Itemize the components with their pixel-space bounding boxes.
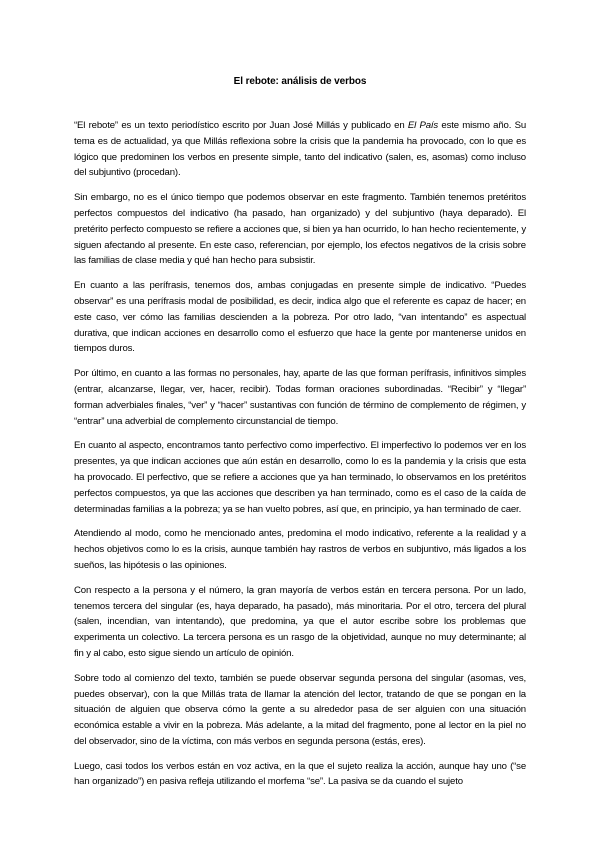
paragraph-intro	[74, 118, 526, 181]
document-title: El rebote: análisis de verbos	[233, 76, 367, 87]
paragraph-segunda-persona: Sobre todo al comienzo del texto, también se puede observar segunda persona del singular (asomas, ves, puedes observar), con la que Millás trata de llamar la atención del lector, tratando de que se pongan en la situación de alguien que observa cómo la gente a su alrededor pasa de ser alguien con una situación económica estable a vivir en la pobreza. Más adelante, a la mitad del fragmento, pone al lector en la piel no del observador, sino de la víctima, con más verbos en segunda persona (estás, eres).	[74, 672, 526, 747]
paragraph-formas-no-personales: Por último, en cuanto a las formas no personales, hay, aparte de las que forman perífrasis, infinitivos simples (entrar, alcanzarse, llegar, ver, hacer, recibir). Todas forman oraciones subordinadas. “Recibir” y “llegar” forman adverbiales finales, “ver” y “hacer” sustantivas con función de término de complemento de régimen, y “entrar” una adverbial de complemento circunstancial de tiempo.	[74, 368, 526, 427]
paragraph-perifrasis: En cuanto a las perífrasis, tenemos dos, ambas conjugadas en presente simple de indicativo. “Puedes observar” es una perífrasis modal de posibilidad, es decir, indica algo que el referente es capaz de hacer; en este caso, ver cómo las familias descienden a la pobreza. Por otro lado, “van intentando” es aspectual durativa, que indican acciones en desarrollo como el esfuerzo que hace la gente por mantenerse unidos en tiempos duros.	[74, 280, 526, 355]
paragraph-modo: Atendiendo al modo, como he mencionado antes, predomina el modo indicativo, referente a la realidad y a hechos objetivos como lo es la crisis, aunque también hay rastros de verbos en subjuntivo, más ligados a los sueños, las hipótesis o las opiniones.	[74, 528, 526, 571]
paragraph-voz: Luego, casi todos los verbos están en voz activa, en la que el sujeto realiza la acción, aunque hay uno (“se han organizado”) en pasiva refleja utilizando el morfema “se”. La pasiva se da cuando el sujeto	[74, 760, 526, 788]
newspaper-name: El País	[407, 120, 439, 131]
paragraph-tiempos: Sin embargo, no es el único tiempo que podemos observar en este fragmento. También tenemos pretéritos perfectos compuestos del indicativo (ha pasado, han organizado) y del subjuntivo (haya deparado). El pretérito perfecto compuesto se refiere a acciones que, si bien ya han ocurrido, lo han hecho recientemente, y siguen afectando al presente. En este caso, referencian, por ejemplo, los efectos negativos de la crisis sobre las familias de clase media y qué han hecho para subsistir.	[74, 192, 526, 267]
paragraph-persona-numero: Con respecto a la persona y el número, la gran mayoría de verbos están en tercera persona. Por un lado, tenemos tercera del singular (es, haya deparado, ha pasado), más minoritaria. Por el otro, tercera del plural (salen, incendian, van intentando), que predomina, ya que el autor escribe sobre los problemas que experimenta un colectivo. La tercera persona es un rasgo de la objetividad, aunque no muy determinante; al fin y al cabo, esto sigue siendo un artículo de opinión.	[74, 584, 526, 659]
paragraph-intro-text-cont: este mismo año. Su tema es de actualidad, ya que Millás reflexiona sobre la crisis que la pandemia ha provocado, con lo que es lógico que predominen los verbos en presente simple, tanto del indicativo (salen, es, asomas) como incluso del subjuntivo (procedan).	[74, 120, 527, 179]
paragraph-intro-text: “El rebote” es un texto periodístico escrito por Juan José Millás y publicado en	[74, 120, 408, 131]
document-body	[74, 118, 526, 799]
paragraph-aspecto: En cuanto al aspecto, encontramos tanto perfectivo como imperfectivo. El imperfectivo lo podemos ver en los presentes, ya que indican acciones que aún están en desarrollo, como lo es la pandemia y la crisis que esta ha provocado. El perfectivo, que se refiere a acciones que ya han terminado, lo observamos en los pretéritos perfectos compuestos, ya que las acciones que describen ya han terminado, como es el caso de la caída de determinadas familias a la pobreza; ya se han vuelto pobres, así que, en principio, ya han terminado de caer.	[74, 440, 526, 515]
